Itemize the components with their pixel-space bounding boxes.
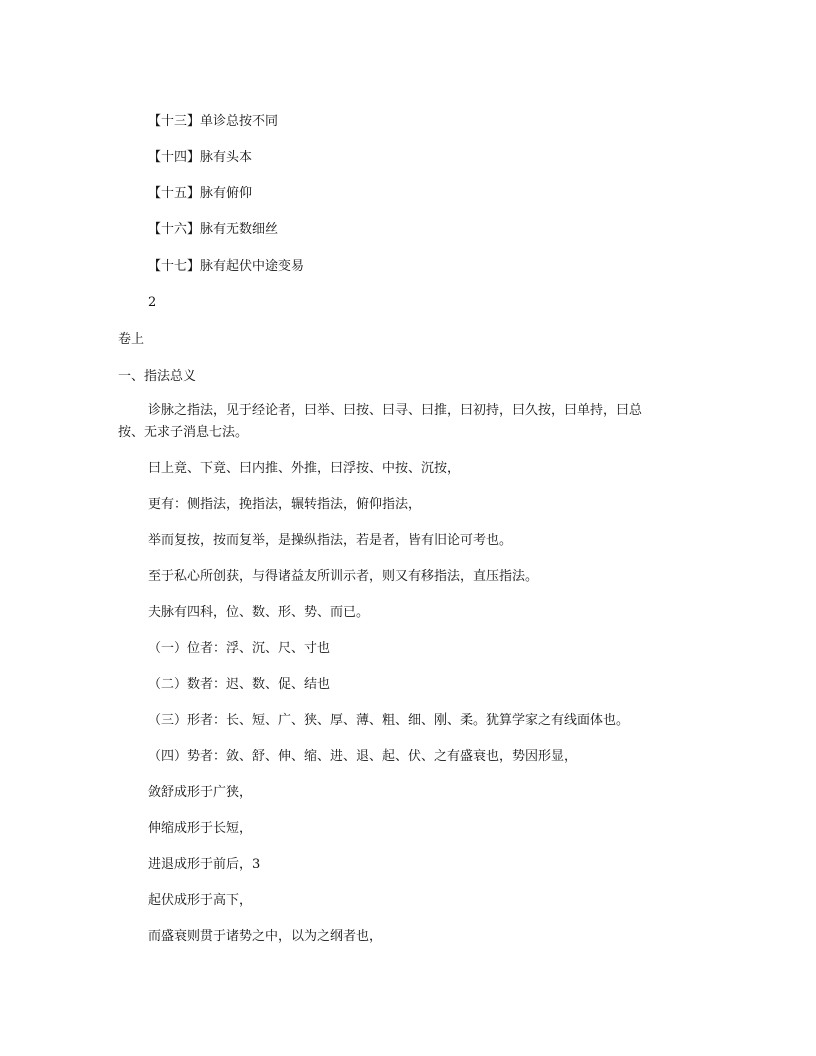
text-line: 至于私心所创获，与得诸益友所训示者，则又有移指法，直压指法。 (148, 569, 539, 584)
text-line: （二）数者：迟、数、促、结也 (148, 677, 331, 692)
toc-item: 【十三】单诊总按不同 (148, 114, 279, 129)
text-line: 更有：侧指法，挽指法，辗转指法，俯仰指法， (148, 497, 422, 512)
text-line: 举而复按，按而复举，是操纵指法，若是者，皆有旧论可考也。 (148, 533, 513, 548)
text-line: 敛舒成形于广狭， (148, 785, 253, 800)
intro-paragraph: 诊脉之指法，见于经论者，曰举、曰按、曰寻、曰推，曰初持，曰久按，曰单持，曰总按、无求子消息七法。 (118, 403, 643, 440)
toc-item: 【十七】脉有起伏中途变易 (148, 259, 305, 274)
text-line: （一）位者：浮、沉、尺、寸也 (148, 641, 331, 656)
text-line: 进退成形于前后，3 (148, 857, 261, 872)
toc-item: 【十六】脉有无数细丝 (148, 222, 279, 237)
text-line: 曰上竟、下竟、曰内推、外推，曰浮按、中按、沉按， (148, 461, 461, 476)
text-line: （三）形者：长、短、广、狭、厚、薄、粗、细、刚、柔。犹算学家之有线面体也。 (148, 713, 630, 728)
text-line: （四）势者：敛、舒、伸、缩、进、退、起、伏、之有盛衰也，势因形显， (148, 749, 578, 764)
page-number: 2 (148, 295, 157, 310)
text-line: 伸缩成形于长短， (148, 821, 253, 836)
toc-item: 【十四】脉有头本 (148, 150, 253, 165)
text-line: 而盛衰则贯于诸势之中，以为之纲者也， (148, 929, 383, 944)
section-title: 一、指法总义 (118, 369, 197, 384)
toc-item: 【十五】脉有俯仰 (148, 186, 253, 201)
text-line: 夫脉有四科，位、数、形、势、而已。 (148, 605, 370, 620)
text-line: 起伏成形于高下， (148, 893, 253, 908)
volume-title: 卷上 (118, 332, 145, 347)
